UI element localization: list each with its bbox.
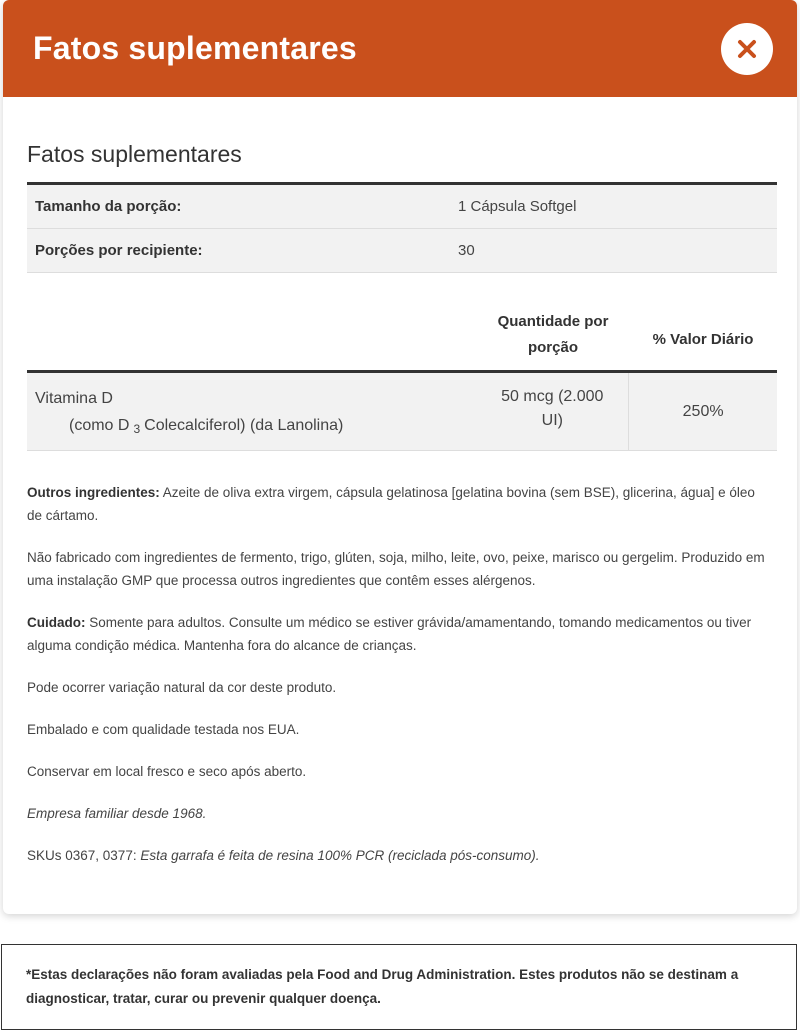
nutrient-table-header [27,309,777,373]
serving-size-row [27,185,777,229]
other-ingredients-label: Outros ingredientes: [27,485,160,500]
supplement-facts-modal [3,0,797,914]
product-notes [27,481,767,867]
fda-disclaimer: *Estas declarações não foram avaliadas pela Food and Drug Administration. Estes produtos não se destinam a diagnosticar, tratar, curar ou prevenir qualquer doença. [1,944,797,1030]
modal-title: Fatos suplementares [33,30,357,66]
allergen-statement: Não fabricado com ingredientes de fermento, trigo, glúten, soja, milho, leite, ovo, peixe, marisco ou gergelim. Produzido em uma instalação GMP que processa outros ingredientes que contêm esses alérgenos. [27,550,765,588]
packaged-note: Embalado e com qualidade testada nos EUA. [27,722,300,737]
header-amount-line1: Quantidade por [497,313,609,330]
skus-text: Esta garrafa é feita de resina 100% PCR (reciclada pós-consumo). [140,848,540,863]
other-ingredients-text: Azeite de oliva extra virgem, cápsula gelatinosa [gelatina bovina (sem BSE), glicerina, água] e óleo de cártamo. [27,485,755,523]
nutrient-amount [476,373,628,450]
close-button[interactable] [721,23,773,75]
nutrient-name-cell [27,373,476,450]
servings-per-container-row [27,229,777,273]
caution-label: Cuidado: [27,615,86,630]
serving-size-label: Tamanho da porção: [35,198,182,215]
servings-per-container-label: Porções por recipiente: [35,242,203,259]
other-ingredients [27,481,767,527]
serving-info-table [27,182,777,273]
nutrient-source-subscript: 3 [133,422,141,436]
nutrient-source [35,412,476,443]
caution-text: Somente para adultos. Consulte um médico se estiver grávida/amamentando, tomando medicamentos ou tiver alguma condição médica. Mantenha fora do alcance de crianças. [27,615,752,653]
facts-title: Fatos suplementares [27,141,242,167]
nutrient-daily-value: 250% [628,373,777,450]
storage-note: Conservar em local fresco e seco após aberto. [27,764,307,779]
modal-header [3,0,797,97]
nutrient-row [27,373,777,451]
caution-note [27,611,767,657]
modal-body [3,97,797,867]
skus-note [27,844,767,867]
header-name-col [27,309,477,370]
nutrient-name: Vitamina D [35,390,113,407]
serving-size-value: 1 Cápsula Softgel [458,198,577,215]
nutrient-source-prefix: (como D [69,417,130,434]
nutrient-amount-line2: UI) [541,412,563,429]
family-text: Empresa familiar desde 1968. [27,806,207,821]
header-amount-line2: porção [527,339,578,356]
family-note [27,802,767,825]
color-variation-note: Pode ocorrer variação natural da cor deste produto. [27,680,337,695]
header-amount-col [477,309,629,370]
close-icon [737,39,757,59]
servings-per-container-value: 30 [458,242,475,259]
header-daily-value-col: % Valor Diário [652,331,754,348]
skus-label: SKUs 0367, 0377: [27,848,141,863]
nutrient-amount-line1: 50 mcg (2.000 [501,388,604,405]
nutrient-source-suffix: Colecalciferol) (da Lanolina) [144,417,344,434]
